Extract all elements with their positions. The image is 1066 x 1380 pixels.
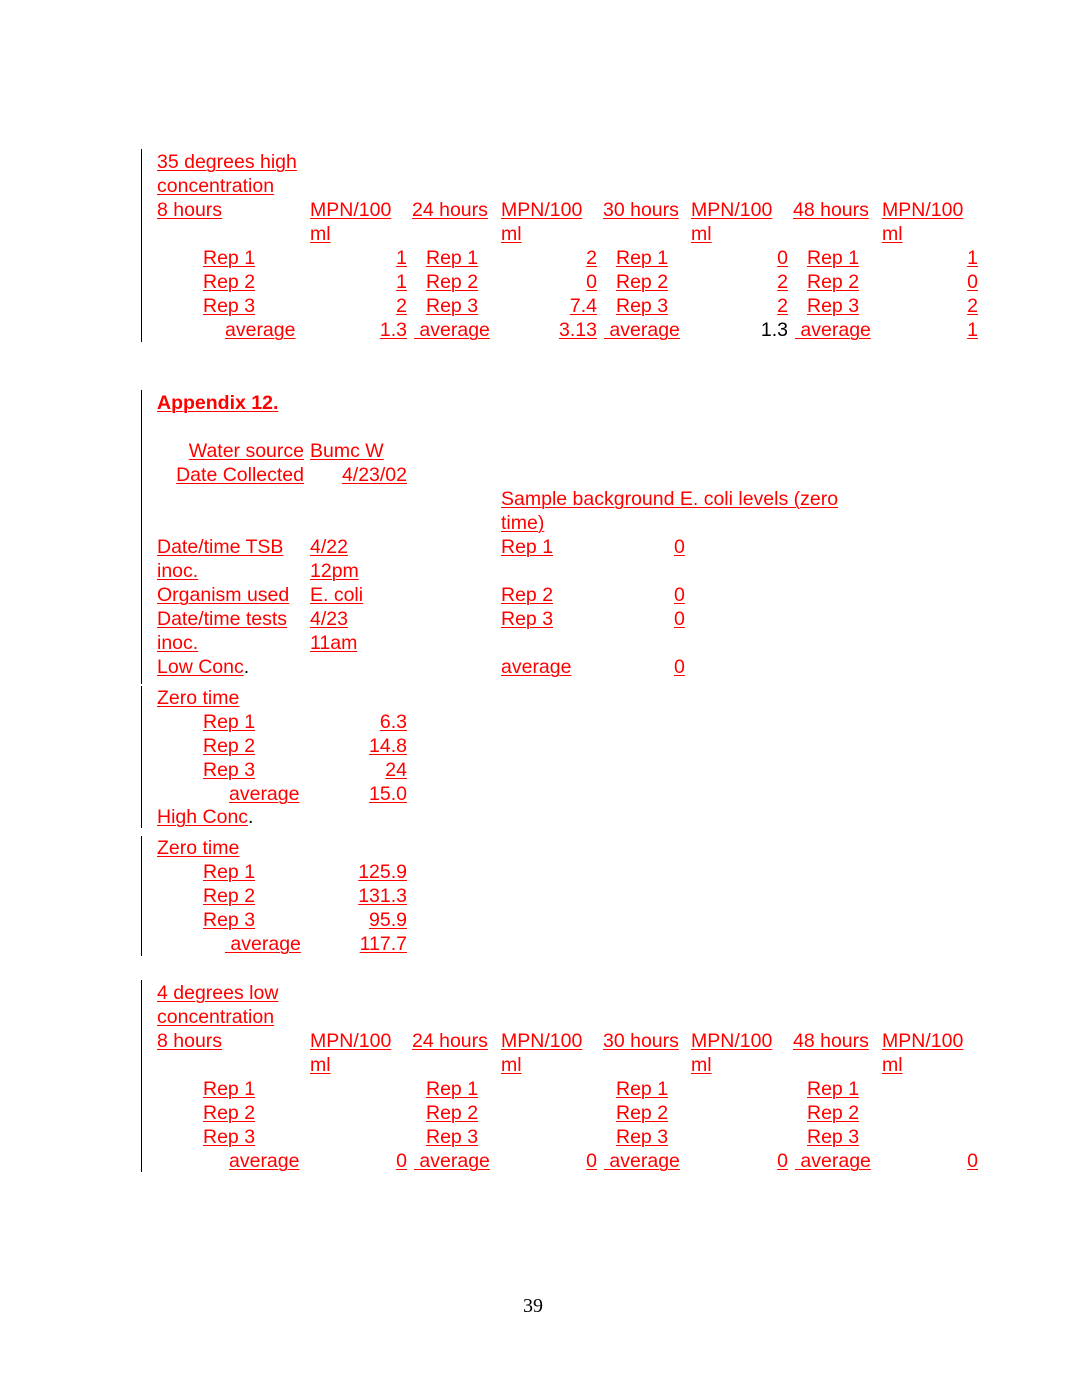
rep-value: 125.9 xyxy=(358,861,407,883)
rep-value: 7.4 xyxy=(569,295,597,317)
rep-value: 1 xyxy=(396,247,407,269)
unit-label: ml xyxy=(310,1054,331,1076)
rep-label: Rep 1 xyxy=(616,247,669,269)
rep-label: Rep 2 xyxy=(501,584,554,606)
rep-value: 24 xyxy=(385,759,407,781)
high-conc-heading xyxy=(157,805,253,829)
rep-value: 0 xyxy=(674,536,685,558)
time-label: 48 hours xyxy=(793,1030,869,1052)
unit-label: MPN/100 xyxy=(310,1030,392,1052)
time-label: 8 hours xyxy=(157,199,223,221)
rep-value: 1 xyxy=(967,247,978,269)
period: . xyxy=(243,656,250,678)
rep-label: Rep 3 xyxy=(203,759,256,781)
change-bar xyxy=(141,686,142,828)
rep-label: Rep 3 xyxy=(426,1126,479,1148)
time-label: 24 hours xyxy=(412,199,488,221)
average-value: 0 xyxy=(777,1150,788,1172)
average-label-text: average xyxy=(609,319,680,341)
zero-time-title: Zero time xyxy=(157,687,240,709)
rep-label: Rep 3 xyxy=(203,909,256,931)
section-title: 4 degrees low xyxy=(157,982,279,1004)
unit-label: ml xyxy=(501,1054,522,1076)
average-label-text: average xyxy=(230,933,301,955)
organism-label: Organism used xyxy=(157,584,290,606)
zero-time-title: Zero time xyxy=(157,837,240,859)
rep-label: Rep 3 xyxy=(807,1126,860,1148)
rep-label: Rep 2 xyxy=(616,1102,669,1124)
rep-value: 2 xyxy=(777,271,788,293)
rep-value: 1 xyxy=(396,271,407,293)
unit-label: MPN/100 xyxy=(882,1030,964,1052)
tests-label: inoc. xyxy=(157,632,199,654)
rep-label: Rep 2 xyxy=(807,271,860,293)
rep-value: 6.3 xyxy=(379,711,407,733)
water-source-value: Bumc W xyxy=(310,440,384,462)
change-bar xyxy=(141,390,142,684)
change-bar xyxy=(141,149,142,342)
average-label-text: average xyxy=(419,319,490,341)
rep-value: 0 xyxy=(674,608,685,630)
tests-value: 11am xyxy=(310,632,358,654)
rep-label: Rep 2 xyxy=(426,1102,479,1124)
average-value: 3.13 xyxy=(559,319,597,341)
rep-label: Rep 3 xyxy=(203,1126,256,1148)
unit-label: MPN/100 xyxy=(501,199,583,221)
page-number: 39 xyxy=(523,1295,543,1317)
rep-label: Rep 2 xyxy=(616,271,669,293)
rep-label: Rep 3 xyxy=(203,295,256,317)
average-value: 117.7 xyxy=(359,933,407,955)
background-title: Sample background E. coli levels (zero xyxy=(501,488,839,510)
rep-value: 95.9 xyxy=(369,909,407,931)
rep-label: Rep 2 xyxy=(203,735,256,757)
average-value: 1.3 xyxy=(379,319,407,341)
section-title: concentration xyxy=(157,1006,275,1028)
average-value: 0 xyxy=(396,1150,407,1172)
average-label: average xyxy=(225,319,296,341)
unit-label: MPN/100 xyxy=(691,1030,773,1052)
high-conc-label: High Conc xyxy=(157,806,249,828)
change-bar xyxy=(141,980,142,1172)
average-value: 0 xyxy=(586,1150,597,1172)
average-label-text: average xyxy=(609,1150,680,1172)
average-label xyxy=(795,1149,871,1173)
unit-label: MPN/100 xyxy=(691,199,773,221)
change-bar xyxy=(141,836,142,956)
average-label xyxy=(414,1149,490,1173)
time-label: 24 hours xyxy=(412,1030,488,1052)
background-title: time) xyxy=(501,512,545,534)
rep-label: Rep 3 xyxy=(616,295,669,317)
rep-label: Rep 2 xyxy=(203,271,256,293)
average-value: 1 xyxy=(967,319,978,341)
rep-label: Rep 2 xyxy=(203,1102,256,1124)
time-label: 8 hours xyxy=(157,1030,223,1052)
average-value: 15.0 xyxy=(369,783,407,805)
appendix-heading: Appendix 12. xyxy=(157,392,279,414)
time-label: 30 hours xyxy=(603,199,679,221)
rep-label: Rep 2 xyxy=(807,1102,860,1124)
average-value: 0 xyxy=(967,1150,978,1172)
rep-value: 0 xyxy=(967,271,978,293)
rep-label: Rep 2 xyxy=(426,271,479,293)
unit-label: ml xyxy=(691,1054,712,1076)
rep-label: Rep 1 xyxy=(203,247,256,269)
rep-label: Rep 3 xyxy=(426,295,479,317)
date-collected-label: Date Collected xyxy=(176,464,304,486)
unit-label: ml xyxy=(501,223,522,245)
tsb-value: 12pm xyxy=(310,560,359,582)
average-value: 0 xyxy=(674,656,685,678)
rep-label: Rep 1 xyxy=(203,861,256,883)
average-label xyxy=(225,932,301,956)
rep-label: Rep 1 xyxy=(426,1078,479,1100)
unit-label: ml xyxy=(310,223,331,245)
section-title: concentration xyxy=(157,175,275,197)
rep-value: 2 xyxy=(777,295,788,317)
unit-label: ml xyxy=(882,223,903,245)
rep-value: 0 xyxy=(674,584,685,606)
rep-value: 2 xyxy=(586,247,597,269)
average-label xyxy=(795,318,871,342)
low-conc-heading xyxy=(157,655,249,679)
average-label: average xyxy=(501,656,572,678)
average-label xyxy=(414,318,490,342)
rep-value: 131.3 xyxy=(358,885,407,907)
water-source-label: Water source xyxy=(188,440,304,462)
rep-label: Rep 1 xyxy=(426,247,479,269)
unit-label: MPN/100 xyxy=(501,1030,583,1052)
rep-label: Rep 1 xyxy=(616,1078,669,1100)
average-label xyxy=(604,318,680,342)
tsb-value: 4/22 xyxy=(310,536,348,558)
period: . xyxy=(248,806,254,828)
tests-label: Date/time tests xyxy=(157,608,288,630)
unit-label: ml xyxy=(691,223,712,245)
time-label: 48 hours xyxy=(793,199,869,221)
tests-value: 4/23 xyxy=(310,608,348,630)
average-label: average xyxy=(229,783,300,805)
rep-label: Rep 1 xyxy=(203,1078,256,1100)
rep-value: 2 xyxy=(396,295,407,317)
tsb-label: Date/time TSB xyxy=(157,536,284,558)
rep-label: Rep 1 xyxy=(807,247,860,269)
average-value: 1.3 xyxy=(760,319,788,341)
unit-label: MPN/100 xyxy=(310,199,392,221)
average-label-text: average xyxy=(419,1150,490,1172)
rep-value: 0 xyxy=(777,247,788,269)
rep-value: 14.8 xyxy=(369,735,407,757)
organism-value: E. coli xyxy=(310,584,364,606)
average-label-text: average xyxy=(800,1150,871,1172)
unit-label: ml xyxy=(882,1054,903,1076)
unit-label: MPN/100 xyxy=(882,199,964,221)
average-label: average xyxy=(229,1150,300,1172)
rep-value: 0 xyxy=(586,271,597,293)
rep-label: Rep 3 xyxy=(807,295,860,317)
low-conc-label: Low Conc xyxy=(157,656,244,678)
time-label: 30 hours xyxy=(603,1030,679,1052)
rep-label: Rep 1 xyxy=(807,1078,860,1100)
average-label-text: average xyxy=(800,319,871,341)
rep-label: Rep 3 xyxy=(616,1126,669,1148)
date-collected-value: 4/23/02 xyxy=(341,464,407,486)
average-label xyxy=(604,1149,680,1173)
rep-label: Rep 1 xyxy=(203,711,256,733)
tsb-label: inoc. xyxy=(157,560,199,582)
rep-label: Rep 3 xyxy=(501,608,554,630)
section-title: 35 degrees high xyxy=(157,151,297,173)
rep-label: Rep 2 xyxy=(203,885,256,907)
rep-value: 2 xyxy=(967,295,978,317)
rep-label: Rep 1 xyxy=(501,536,554,558)
